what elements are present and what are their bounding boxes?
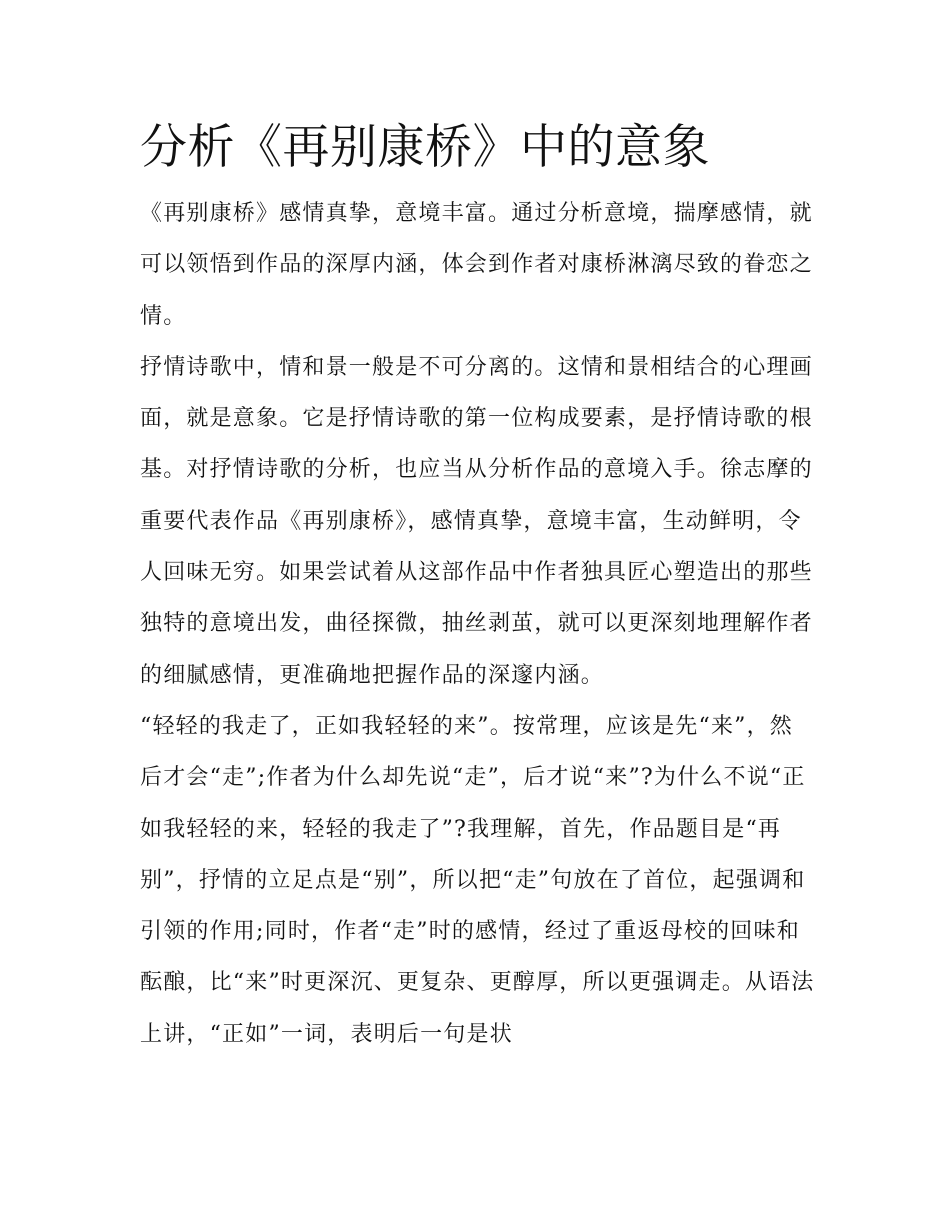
paragraph-imagery: 抒情诗歌中，情和景一般是不可分离的。这情和景相结合的心理画面，就是意象。它是抒情诗歌的第一位构成要素，是抒情诗歌的根基。对抒情诗歌的分析，也应当从分析作品的意境入手。徐志摩的重要代表作品《再别康桥》，感情真挚，意境丰富，生动鲜明，令人回味无穷。如果尝试着从这部作品中作者独具匠心塑造出的那些独特的意境出发，曲径探微，抽丝剥茧，就可以更深刻地理解作者的细腻感情，更准确地把握作品的深邃内涵。 [140,354,813,688]
paragraph-analysis: “轻轻的我走了，正如我轻轻的来”。按常理，应该是先“来”，然后才会“走”;作者为什么却先说“走”，后才说“来”?为什么不说“正如我轻轻的来，轻轻的我走了”?我理解，首先，作品题目是“再别”，抒情的立足点是“别”，所以把“走”句放在了首位，起强调和引领的作用;同时，作者“走”时的感情，经过了重返母校的回味和酝酿，比“来”时更深沉、更复杂、更醇厚，所以更强调走。从语法上讲，“正如”一词，表明后一句是状 [140,713,815,1047]
document-title: 分析《再别康桥》中的意象 [140,120,710,175]
paragraph-intro: 《再别康桥》感情真挚，意境丰富。通过分析意境，揣摩感情，就可以领悟到作品的深厚内涵，体会到作者对康桥淋漓尽致的眷恋之情。 [140,201,813,329]
document-body [140,188,815,1060]
document-content [140,108,815,1060]
